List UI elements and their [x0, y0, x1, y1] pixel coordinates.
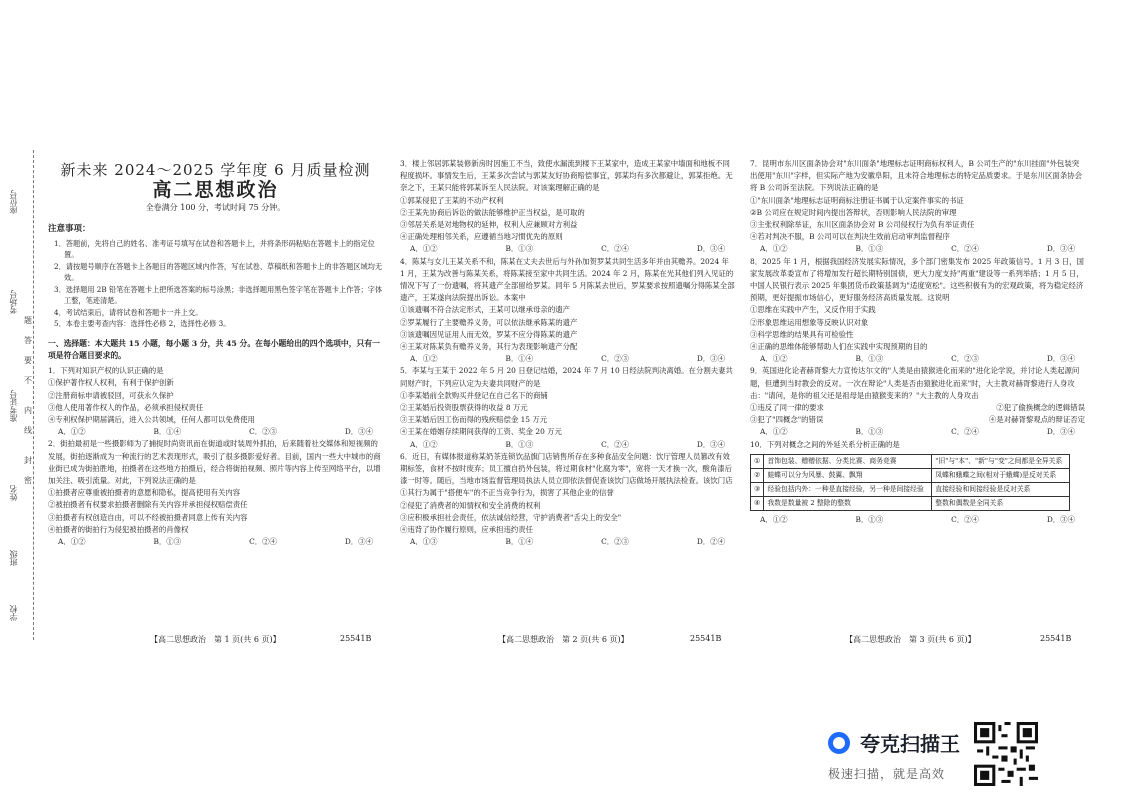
note-item: 2．请按题号顺序在答题卡上各题目的答题区域内作答，写在试卷、草稿纸和答题卡上的非答题区域均无效。 [54, 261, 383, 283]
question-item: ②罗某履行了主要赡养义务，可以依法继承陈某的遗产 [400, 317, 578, 327]
question-item: ③他人使用著作权人的作品，必须承担侵权责任 [48, 402, 204, 412]
option: A．①② [760, 354, 788, 364]
question-stem: 4．陈某与女儿王某关系不和，陈某在丈夫去世后与外孙加贺罗某共同生活多年并由其赡养。2024 年 1 月，王某为改善与陈某关系，将陈某接至家中共同生活。2024 年 2 月，陈某在光其他们列入见证的情况下写了一份遗嘱，将其遗产全部留给罗某。同年 5 月陈某去世后，罗某要求按照遗嘱分得陈某全部遗产，王某遂向法院提出诉讼。本案中 [400, 256, 735, 303]
table-row [751, 468, 1070, 482]
page-code-2: 25541B [690, 634, 722, 643]
question-item: ③主张权利除举证，东川区面条协会对 B 公司侵权行为负有举证责任 [750, 220, 975, 230]
option: A．①② [760, 514, 788, 524]
question-stem: 5．李某与王某于 2022 年 5 月 20 日登记结婚，2024 年 7 月 10 日经法院判决离婚。在分割夫妻共同财产时，下列应认定为夫妻共同财产的是 [400, 366, 733, 388]
table-row [751, 496, 1070, 510]
table-row [751, 454, 1070, 468]
question-item: ①"东川面条"地理标志证明商标注册证书属于认定案件事实的书证 [750, 195, 964, 205]
option: D．③④ [1046, 514, 1075, 524]
page-footer-2: 【高二思想政治 第 2 页(共 6 页)】 [498, 635, 629, 644]
answer-options [750, 426, 1085, 438]
question-item: ④专利权保护期届满后，进入公共领域，任何人都可以免费使用 [48, 415, 255, 425]
option: D．③④ [1046, 427, 1075, 437]
option: A．①② [58, 427, 86, 437]
cut-char: 封 [24, 456, 32, 465]
label-name: 姓名 [9, 485, 18, 501]
option: B．①③ [855, 354, 884, 364]
question-item: ②王某先协商后诉讼的做法能够维护正当权益，是可取的 [400, 207, 585, 217]
question-item: ④违背了协作履行原则，应承担违约责任 [400, 525, 534, 535]
section-heading: 一、选择题：本大题共 15 小题，每小题 3 分，共 45 分。在每小题给出的四个选项中，只有一项是符合题目要求的。 [48, 338, 380, 361]
table-cell: ③ [751, 482, 764, 496]
note-item: 3．选择题用 2B 铅笔在答题卡上把所选答案的标号涂黑；非选择题用黑色签字笔在答题卡上作答；字体工整，笔迹清楚。 [54, 284, 383, 306]
cut-char: 内 [24, 406, 32, 415]
label-room: 考场号 [9, 290, 18, 314]
answer-options [750, 353, 1085, 365]
answer-options [48, 426, 383, 438]
binding-margin [0, 150, 40, 640]
label-school: 学校 [9, 605, 18, 621]
option: C．②④ [951, 514, 979, 524]
label-class: 班级 [9, 550, 18, 566]
option: A．①② [760, 244, 788, 254]
answer-options [48, 536, 383, 548]
option: C．②④ [249, 537, 277, 547]
exam-meta: 全卷满分 100 分，考试时间 75 分钟。 [145, 203, 286, 213]
qr-code-icon [974, 722, 1038, 786]
question-item: ②B 公司应在规定时间内提出答辩状，否则影响人民法院的审理 [750, 207, 957, 217]
page-footer-1: 【高二思想政治 第 1 页(共 6 页)】 [150, 635, 281, 644]
option: A．①② [410, 439, 438, 449]
option: A．①② [410, 354, 438, 364]
question-item: ③该遗嘱因见证用人而无效，罗某不应分得陈某的遗产 [400, 329, 578, 339]
question-item: ②侵犯了消费者的知情权和安全消费的权利 [400, 500, 541, 510]
table-cell: ① [751, 454, 764, 468]
table-cell: 整数和偶数是全同关系 [932, 496, 1070, 510]
exam-title: 新未来 2024～2025 学年度 6 月质量检测 [60, 161, 371, 179]
option: D．③④ [696, 244, 725, 254]
option: A．①③ [410, 537, 438, 547]
option: A．①② [410, 244, 438, 254]
question-item: ①保护著作权人权利，有利于保护创新 [48, 378, 174, 388]
question-item: ②形象思维运用想象等反映认识对象 [750, 317, 869, 327]
question-stem: 7．昆明市东川区面条协会对"东川面条"地理标志证明商标权利人，B 公司生产的"东川挂面"外包装突出使用"东川"字样，但实际产地为安徽阜阳，且未符合地理标志的特定品质要求。于是东川区面条协会将 B 公司诉至法院。下列说法正确的是 [750, 159, 1082, 193]
question-item: ④拍摄者的街拍行为侵犯被拍摄者的肖像权 [48, 524, 189, 534]
option: A．①② [760, 427, 788, 437]
question-stem: 8．2025 年 1 月，根据我国经济发展实际情况，多个部门密集发布 2025 年政策信号。1 月 3 日，国家发展改革委宣布了将增加发行超长期特别国债，更大力度支持"两重"建设等一系列举措；1 月 5 日，中国人民银行表示 2025 年集团货币政策基调为"适度宽松"。这些积极有为的宏观政策，将为稳定经济预期，更好提振市场信心，更好服务经济高质量发展。这说明 [750, 256, 1084, 303]
option: B．①③ [855, 244, 884, 254]
question-item: ②犯了偷换概念的逻辑错误 [996, 403, 1085, 413]
page-column-2 [400, 158, 735, 549]
question-stem: 1．下列对知识产权的认识正确的是 [48, 366, 164, 376]
option: C．②③ [601, 354, 629, 364]
question-item-row [750, 414, 1085, 426]
table-cell: ④ [751, 496, 764, 510]
page-code-1: 25541B [340, 634, 372, 643]
note-item: 4．考试结束后，请将试卷和答题卡一并上交。 [54, 307, 203, 317]
option: B．①④ [505, 537, 534, 547]
exam-subject: 高二思想政治 [152, 179, 279, 202]
question-item: ①其行为属于"搭便车"的不正当竞争行为，损害了其他企业的信誉 [400, 488, 614, 498]
question-stem: 10．下列对概念之间的外延关系分析正确的是 [750, 439, 900, 449]
question-item: ②王某婚后投资股票获得的收益 8 万元 [400, 403, 528, 413]
cut-char: 题 [24, 316, 32, 325]
question-item: ③犯了"四概念"的错误 [750, 415, 824, 425]
option: B．①③ [855, 514, 884, 524]
option: B．①③ [505, 439, 534, 449]
question-item: ①拍摄者应尊重被拍摄者的意愿和隐私，提高使用有关内容 [48, 488, 241, 498]
question-item: ①思维在实践中产生，又反作用于实践 [750, 305, 876, 315]
question-item: ④若对判决不服，B 公司可以在判决生效前启动审判监督程序 [750, 232, 950, 242]
table-cell: 蛙蝶可以分为风暴、鼓翼、飘翔 [764, 468, 932, 482]
question-item: ③拍摄者有权创造自由，可以不经被拍摄者同意上传有关内容 [48, 512, 248, 522]
note-item: 1．答题前，先将自己的姓名、准考证号填写在试卷和答题卡上，并将条形码粘贴在答题卡上的指定位置。 [54, 238, 375, 260]
brand-logo [828, 728, 960, 757]
option: D．③④ [696, 439, 725, 449]
question-item: ④正确处理相邻关系，应遵循当地习惯优先的原则 [400, 232, 563, 242]
option: B．①③ [153, 537, 182, 547]
option: B．①③ [505, 244, 534, 254]
label-seat: 座位号 [9, 190, 18, 214]
table-cell: 直接经验和间接经验是反对关系 [932, 482, 1070, 496]
option: C．②③ [951, 354, 979, 364]
brand-logo-icon [828, 732, 850, 754]
question-item: ④是对赫胥黎观点的辩证否定 [988, 415, 1085, 425]
option: C．②④ [601, 439, 629, 449]
option: B．①③ [855, 427, 884, 437]
cut-char: 答 [24, 336, 32, 345]
table-cell: 凤蝶和蛾蝶之间(相对于蛾蝶)是反对关系 [932, 468, 1070, 482]
table-cell: 经验包括内外：一种是直接经验，另一种是间接经验 [764, 482, 932, 496]
answer-options [400, 536, 735, 548]
label-ticket: 准考证号 [9, 390, 18, 422]
page-code-3: 25541B [1040, 634, 1072, 643]
question-item: ③邻居关系是对地物权的延伸，权利人应兼顾对方利益 [400, 220, 578, 230]
notes-heading: 注意事项： [48, 223, 91, 234]
option: A．①② [58, 537, 86, 547]
question-item: ④正确的思维体能够帮助人们在实践中实现预期的目的 [750, 342, 928, 352]
cut-char: 要 [24, 356, 32, 365]
answer-options [400, 243, 735, 255]
table-row [751, 482, 1070, 496]
page-footer-3: 【高二思想政治 第 3 页(共 6 页)】 [845, 635, 976, 644]
question-item: ③科学思维的结果具有可检验性 [750, 329, 854, 339]
question-item: ③应积极承担社会责任，依法诚信经营，守护消费者"舌尖上的安全" [400, 512, 622, 522]
question-item: ①李某婚前全款购买并登记在自己名下的商铺 [400, 390, 548, 400]
brand-name: 夸克扫描王 [860, 732, 960, 756]
question-item: ②注册商标申请被驳回，可获永久保护 [48, 390, 174, 400]
option: D．③④ [344, 427, 373, 437]
question-stem: 2．街拍最初是一些摄影师为了捕捉时尚资讯而在街道或时装周外抓拍，后来随着社交媒体和短视频的发展，街拍逐渐成为一种流行的艺术表现形式，吸引了很多摄影爱好者。目前，国内一些大中城市的商业街已成为街拍胜地，拍摄者在这些地方拍摄后，经合将街拍视频、照片等内容上传至网络平台，以增加关注、吸引流量。对此，下列说法正确的是 [48, 439, 381, 486]
question-item: ①该遗嘱不符合法定形式，王某可以继承母亲的遗产 [400, 305, 570, 315]
answer-options [750, 514, 1085, 526]
cut-char: 不 [24, 376, 32, 385]
option: C．②③ [249, 427, 277, 437]
brand-slogan: 极速扫描，就是高效 [828, 767, 946, 781]
question-item-row [750, 402, 1085, 414]
question-stem: 9．英国进化论者赫胥黎大力宣传达尔文的"人类是由猿猴进化而来的"进化论学说，并讨论人类起源问题，但遭到当时教会的反对。一次在辩论"人类是否由猿猴进化而来"时，大主教对赫胥黎进行人身攻击："请问，是你的祖父还是祖母是由猿猴变来的？"大主教的人身攻击 [750, 366, 1080, 400]
question-item: ①违反了同一律的要求 [750, 403, 824, 413]
question-item: ②被拍摄者有权要求拍摄者删除有关内容并承担侵权赔偿责任 [48, 500, 248, 510]
scanner-brand [828, 728, 960, 782]
option: D．③④ [696, 354, 725, 364]
cut-char: 密 [24, 476, 32, 485]
page-column-1 [48, 158, 383, 548]
table-cell: "旧"与"本"、"新"与"变"之间都是全异关系 [932, 454, 1070, 468]
option: B．①④ [505, 354, 534, 364]
option: C．②④ [601, 244, 629, 254]
concept-table [750, 454, 1070, 511]
question-stem: 3．楼上邻居郭某装修新房时因施工不当，致使水漏流到楼下王某家中，造成王某家中墙面和地板不同程度损坏。事情发生后，王某多次尝试与郭某友好协商赔偿事宜，郭某均有多次都避让，郭某拒绝。无奈之下，王某只能将郭某诉至人民法院。对该案理解正确的是 [400, 159, 733, 193]
question-item: ①郭某侵犯了王某的不动产权利 [400, 195, 504, 205]
table-cell: 我数是数量被 2 整除的整数 [764, 496, 932, 510]
option: D．③④ [1046, 354, 1075, 364]
option: B．①④ [153, 427, 182, 437]
question-item: ④王某对陈某负有赡养义务，其行为表现影响遗产分配 [400, 342, 578, 352]
answer-options [400, 353, 735, 365]
option: C．②③ [601, 537, 629, 547]
option: C．②④ [951, 244, 979, 254]
question-item: ③王某婚后因工伤而得的残疾赔偿金 15 万元 [400, 415, 548, 425]
cut-char: 线 [24, 426, 32, 435]
option: D．②④ [696, 537, 725, 547]
answer-options [750, 243, 1085, 255]
note-item: 5．本卷主要考查内容：选择性必修 2，选择性必修 3。 [54, 319, 231, 329]
option: C．②④ [951, 427, 979, 437]
answer-options [400, 439, 735, 451]
table-cell: ② [751, 468, 764, 482]
option: D．③④ [1046, 244, 1075, 254]
question-stem: 6．近日，有媒体报道称某奶茶连锁饮品旗门店销售所存在多种食品安全问题：饮厅管理人员篡改有效期标签，食材不按时废弃；员工擅自扔外包装，将过期食材"化腐为零"，宽将一天才换一次，酸角漆后漆一时等。随后，当地市场监督管理局执法人员立即依法督促查该饮门店做场开展执法检查。该饮门店 [400, 451, 733, 486]
option: D．③④ [344, 537, 373, 547]
table-cell: 首饰包装、赠赠依据、分类比赛、商务竞赛 [764, 454, 932, 468]
question-item: ④王某在婚姻存续期间获得的工资、奖金 20 万元 [400, 427, 562, 437]
page-column-3 [750, 158, 1085, 526]
